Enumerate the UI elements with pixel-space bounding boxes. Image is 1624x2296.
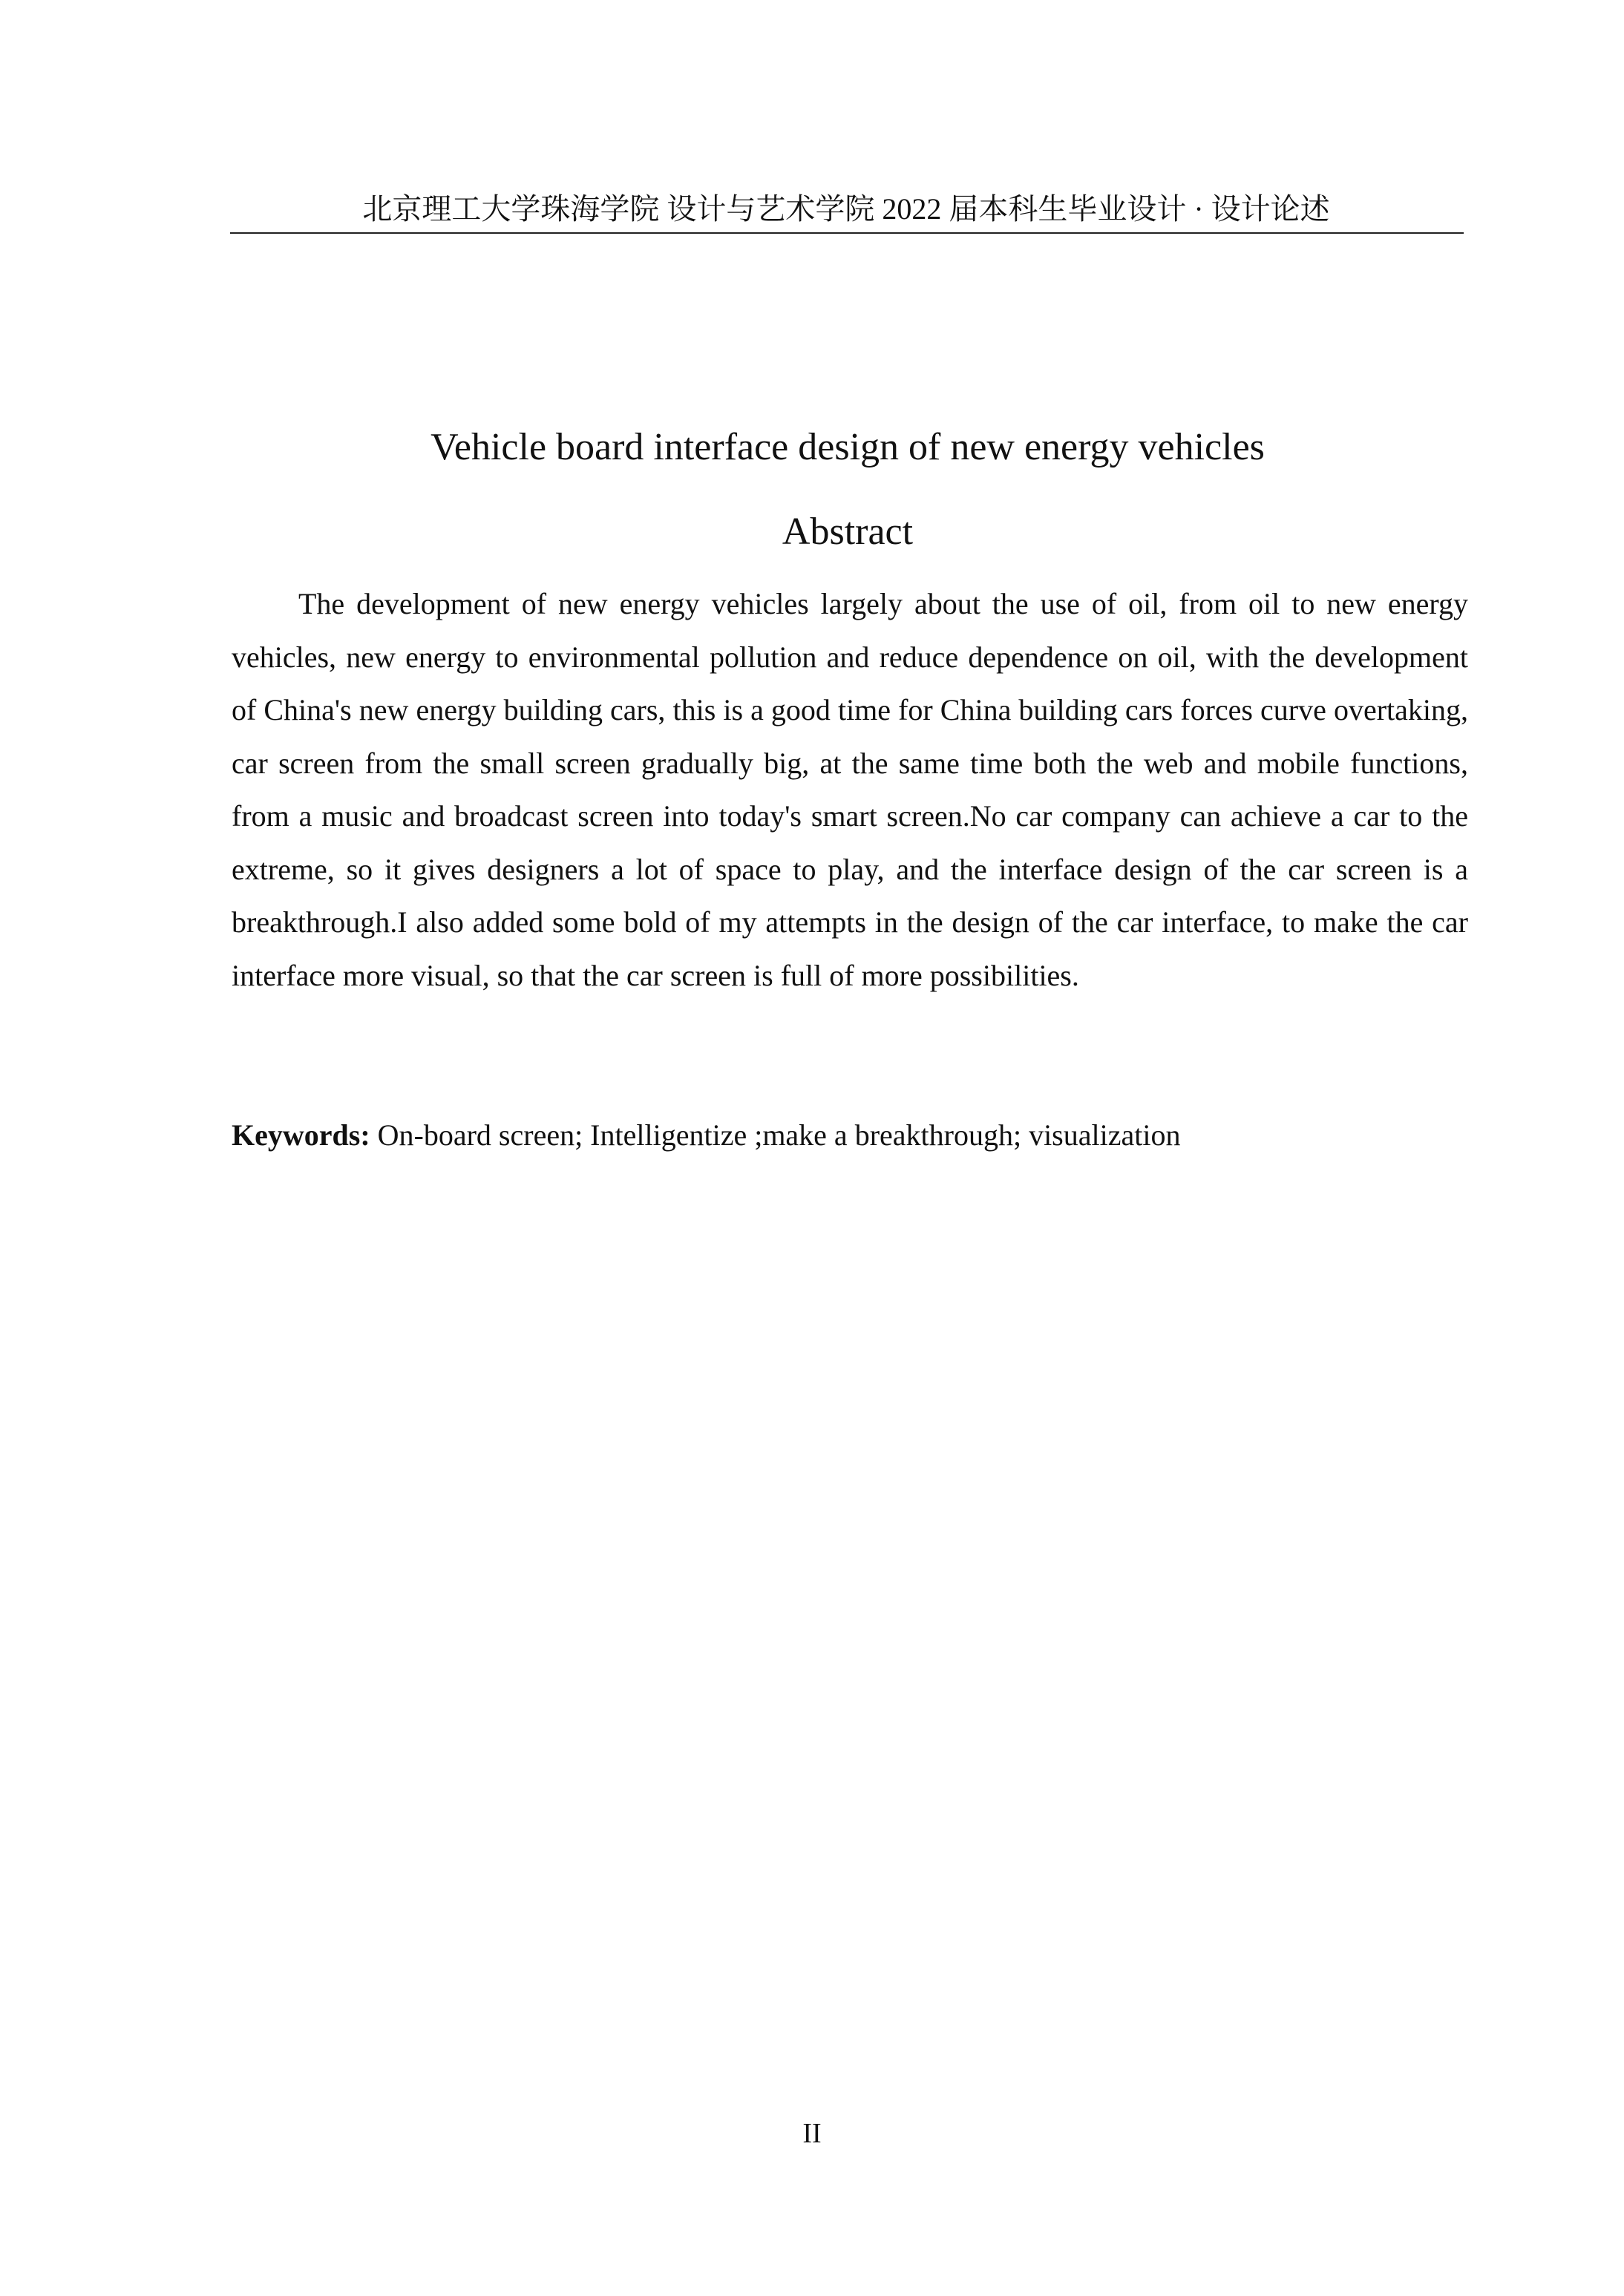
- keywords-label: Keywords:: [232, 1118, 370, 1152]
- keywords-line: [232, 1113, 1468, 1158]
- page-number: II: [802, 2118, 822, 2149]
- keywords-text: On-board screen; Intelligentize ;make a breakthrough; visualization: [377, 1118, 1181, 1152]
- paper-title: Vehicle board interface design of new energy vehicles: [430, 426, 1265, 468]
- running-header: 北京理工大学珠海学院 设计与艺术学院 2022 届本科生毕业设计 · 设计论述: [362, 192, 1330, 226]
- abstract-paragraph: The development of new energy vehicles largely about the use of oil, from oil to new energy vehicles, new energy to environmental pollution and reduce dependence on oil, with the development of China's new energy building cars, this is a good time for China building cars forces curve overtaking, car screen from the small screen gradually big, at the same time both the web and mobile functions, from a music and broadcast screen into today's smart screen.No car company can achieve a car to the extreme, so it gives designers a lot of space to play, and the interface design of the car screen is a breakthrough.I also added some bold of my attempts in the design of the car interface, to make the car interface more visual, so that the car screen is full of more possibilities.: [232, 587, 1468, 992]
- header-divider: [230, 232, 1464, 234]
- abstract-heading: Abstract: [782, 511, 914, 553]
